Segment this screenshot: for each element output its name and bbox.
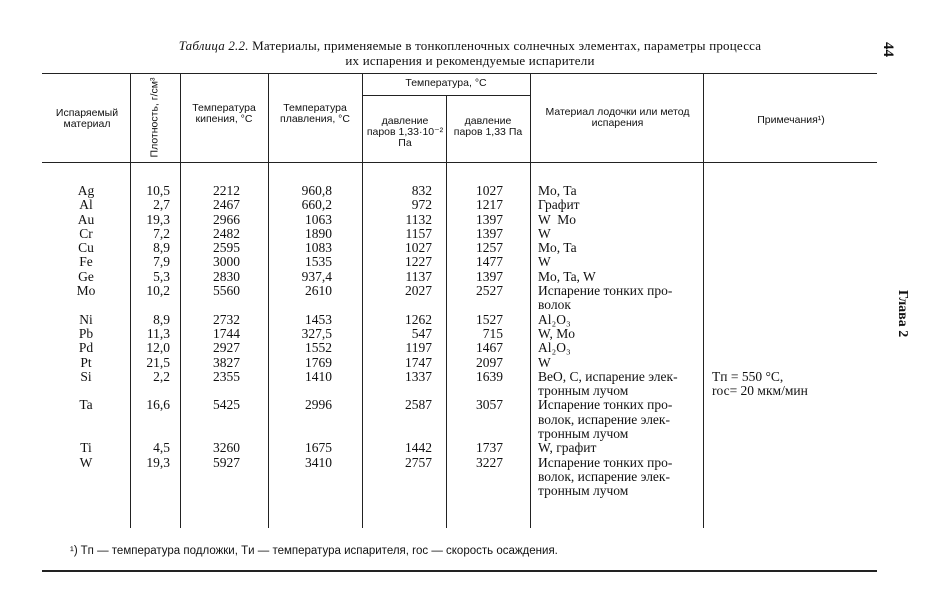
table-cell: 7,9 bbox=[153, 254, 170, 270]
table-cell: 19,3 bbox=[146, 211, 170, 227]
table-cell: Al₂O₃ bbox=[538, 311, 571, 327]
table-cell: 1083 bbox=[305, 240, 332, 256]
table-cell bbox=[372, 384, 432, 398]
table-cell: W bbox=[538, 254, 551, 270]
table-cell: 19,3 bbox=[146, 454, 170, 470]
table-cell: 2595 bbox=[213, 240, 240, 256]
table-cell: 1744 bbox=[213, 325, 240, 341]
table-cell: 3227 bbox=[476, 454, 503, 470]
table-cell bbox=[66, 298, 106, 312]
header-vapor-1: давление паров 1,33·10⁻² Па bbox=[366, 115, 444, 149]
column-melting bbox=[280, 184, 332, 470]
table-cell: Mo, Ta bbox=[538, 183, 577, 198]
table-cell bbox=[372, 298, 432, 312]
table-cell: 2355 bbox=[213, 368, 240, 384]
table-cell bbox=[130, 384, 170, 398]
table-cell: 1397 bbox=[476, 225, 503, 241]
table-cell: 2,7 bbox=[153, 197, 170, 213]
column-divider bbox=[362, 73, 363, 528]
caption-line2: их испарения и рекомендуемые испарители bbox=[345, 53, 595, 68]
table-cell: 1337 bbox=[405, 368, 432, 384]
table-cell: 1675 bbox=[305, 440, 332, 456]
table-cell: волок, испарение элек- bbox=[538, 468, 670, 484]
chapter-label: Глава 2 bbox=[895, 290, 910, 338]
column-vapor-2 bbox=[455, 184, 503, 470]
table-cell: 3260 bbox=[213, 440, 240, 456]
table-cell: Fe bbox=[79, 254, 93, 270]
table-cell: тронным лучом bbox=[538, 426, 629, 442]
table-cell: 2732 bbox=[213, 311, 240, 327]
table-cell: 1063 bbox=[305, 211, 332, 227]
table-cell: W bbox=[538, 354, 551, 370]
table-cell: 2830 bbox=[213, 268, 240, 284]
table-cell bbox=[66, 384, 106, 398]
table-cell: 937,4 bbox=[301, 268, 332, 284]
table-cell: 547 bbox=[411, 325, 432, 341]
table-cell: 2027 bbox=[405, 283, 432, 299]
table-cell: 3000 bbox=[213, 254, 240, 270]
table-cell: 1737 bbox=[476, 440, 503, 456]
table-cell: 1262 bbox=[405, 311, 432, 327]
column-divider bbox=[180, 73, 181, 528]
table-cell bbox=[455, 298, 503, 312]
table-cell: 1747 bbox=[405, 354, 432, 370]
table-cell: 1027 bbox=[476, 183, 503, 198]
table-cell: Ge bbox=[78, 268, 94, 284]
table-cell: 1477 bbox=[476, 254, 503, 270]
table-cell: 1397 bbox=[476, 268, 503, 284]
table-cell: 1397 bbox=[476, 211, 503, 227]
table-cell bbox=[280, 298, 332, 312]
table-cell: 2467 bbox=[213, 197, 240, 213]
header-vapor-2: давление паров 1,33 Па bbox=[453, 115, 523, 138]
table-cell: Mo, Ta bbox=[538, 240, 577, 256]
table-cell bbox=[190, 384, 240, 398]
table-cell bbox=[455, 427, 503, 441]
table-cell: 10,5 bbox=[146, 183, 170, 198]
table-cell: W bbox=[79, 454, 93, 470]
table-cell: Pb bbox=[78, 325, 94, 341]
table-cell: W, Mo bbox=[538, 325, 576, 341]
table-cell: Al bbox=[79, 197, 93, 213]
table-cell: 1132 bbox=[405, 211, 432, 227]
table-cell: 5560 bbox=[213, 283, 240, 299]
table-cell: тронным лучом bbox=[538, 383, 629, 399]
table-cell: 1137 bbox=[405, 268, 432, 284]
table-cell: Ti bbox=[80, 440, 92, 456]
table-cell: 2097 bbox=[476, 354, 503, 370]
column-divider bbox=[530, 73, 531, 528]
table-cell: 960,8 bbox=[301, 183, 332, 198]
table-cell: Al₂O₃ bbox=[538, 340, 571, 356]
table-cell: Mo bbox=[76, 283, 96, 299]
column-vapor-1 bbox=[372, 184, 432, 470]
header-boiling: Температура кипения, °С bbox=[192, 102, 256, 125]
column-density bbox=[130, 184, 170, 470]
table-cell: 2757 bbox=[405, 454, 432, 470]
table-cell: 1467 bbox=[476, 340, 503, 356]
header-material: Испаряемый материал bbox=[55, 107, 119, 130]
table-cell: Pd bbox=[78, 340, 94, 356]
table-cell: 1227 bbox=[405, 254, 432, 270]
table-cell bbox=[280, 413, 332, 427]
table-cell: Испарение тонких про- bbox=[538, 397, 673, 413]
table-cell bbox=[280, 427, 332, 441]
table-cell: 1027 bbox=[405, 240, 432, 256]
header-boat: Материал лодочки или метод испарения bbox=[545, 106, 690, 129]
table-cell: Cu bbox=[78, 240, 94, 256]
table-cell: 1527 bbox=[476, 311, 503, 327]
table-cell: Ni bbox=[79, 311, 93, 327]
table-cell: 2927 bbox=[213, 340, 240, 356]
table-cell: 2996 bbox=[305, 397, 332, 413]
table-cell: 1257 bbox=[476, 240, 503, 256]
table-cell: 1217 bbox=[476, 197, 503, 213]
column-boat bbox=[538, 184, 703, 499]
table-cell: 8,9 bbox=[153, 240, 170, 256]
table-cell: 12,0 bbox=[146, 340, 170, 356]
header-temperature-group: Температура, °С bbox=[405, 77, 487, 89]
table-cell: 1552 bbox=[305, 340, 332, 356]
table-cell: 1410 bbox=[305, 368, 332, 384]
table-cell: 2527 bbox=[476, 283, 503, 299]
table-cell: 5927 bbox=[213, 454, 240, 470]
notes-cell bbox=[712, 370, 877, 399]
table-cell bbox=[130, 413, 170, 427]
table-cell: BeO, C, испарение элек- bbox=[538, 368, 678, 384]
table-cell bbox=[190, 427, 240, 441]
table-cell bbox=[66, 427, 106, 441]
table-cell bbox=[455, 384, 503, 398]
table-cell: Графит bbox=[538, 197, 580, 213]
table-cell: 5,3 bbox=[153, 268, 170, 284]
header-bottom-rule bbox=[42, 162, 877, 163]
table-cell: 8,9 bbox=[153, 311, 170, 327]
column-material bbox=[66, 184, 106, 470]
table-cell: Au bbox=[77, 211, 95, 227]
table-cell: 2610 bbox=[305, 283, 332, 299]
column-divider bbox=[268, 73, 269, 528]
column-divider bbox=[703, 73, 704, 528]
table-cell: Испарение тонких про- bbox=[538, 283, 673, 299]
table-cell: 10,2 bbox=[146, 283, 170, 299]
footnote: ¹) Tп — температура подложки, Tи — температура испарителя, rос — скорость осаждения. bbox=[70, 545, 558, 557]
table-cell: волок, испарение элек- bbox=[538, 411, 670, 427]
table-cell: Pt bbox=[80, 354, 92, 370]
table-cell: 21,5 bbox=[146, 354, 170, 370]
table-cell bbox=[130, 298, 170, 312]
table-cell: 715 bbox=[482, 325, 503, 341]
table-cell: Ta bbox=[79, 397, 93, 413]
column-divider bbox=[446, 95, 447, 528]
caption-line1: Материалы, применяемые в тонкопленочных солнечных элементах, параметры процесса bbox=[252, 38, 762, 53]
table-cell: 1197 bbox=[405, 340, 432, 356]
table-cell: 1890 bbox=[305, 225, 332, 241]
table-cell: 1453 bbox=[305, 311, 332, 327]
header-notes: Примечания¹) bbox=[757, 114, 825, 126]
table-cell: W Mo bbox=[538, 211, 577, 227]
table-cell: W, графит bbox=[538, 440, 597, 456]
table-cell: Si bbox=[80, 368, 92, 384]
table-cell: 2587 bbox=[405, 397, 432, 413]
table-cell bbox=[280, 384, 332, 398]
table-cell: 11,3 bbox=[146, 325, 170, 341]
table-cell: 972 bbox=[411, 197, 432, 213]
table-cell: 327,5 bbox=[301, 325, 332, 341]
header-density: Плотность, г/см³ bbox=[148, 77, 161, 158]
table-cell: 4,5 bbox=[153, 440, 170, 456]
table-cell: 2482 bbox=[213, 225, 240, 241]
table-cell bbox=[190, 298, 240, 312]
table-top-rule bbox=[42, 73, 877, 74]
table-cell: 3057 bbox=[476, 397, 503, 413]
table-cell: 2212 bbox=[213, 183, 240, 198]
table-cell: 1157 bbox=[405, 225, 432, 241]
table-cell: 660,2 bbox=[301, 197, 332, 213]
table-cell: тронным лучом bbox=[538, 483, 629, 499]
caption-label: Таблица 2.2. bbox=[178, 38, 249, 53]
table-cell: волок bbox=[538, 297, 571, 313]
table-cell: 5425 bbox=[213, 397, 240, 413]
table-cell: Ag bbox=[77, 183, 95, 198]
table-cell: 2,2 bbox=[153, 368, 170, 384]
table-cell bbox=[66, 413, 106, 427]
table-cell: 3827 bbox=[213, 354, 240, 370]
table-cell bbox=[130, 427, 170, 441]
table-caption bbox=[70, 38, 870, 68]
column-boiling bbox=[190, 184, 240, 470]
table-cell: Mo, Ta, W bbox=[538, 268, 596, 284]
table-cell: 2966 bbox=[213, 211, 240, 227]
table-cell bbox=[190, 413, 240, 427]
table-bottom-rule bbox=[42, 570, 877, 572]
table-cell: 1535 bbox=[305, 254, 332, 270]
table-cell: 1442 bbox=[405, 440, 432, 456]
table-cell: Cr bbox=[79, 225, 93, 241]
note-line-1: Tп = 550 °С, bbox=[712, 369, 784, 384]
table-cell bbox=[455, 413, 503, 427]
table-cell: 16,6 bbox=[146, 397, 170, 413]
note-line-2: rос= 20 мкм/мин bbox=[712, 383, 808, 399]
table-cell: Испарение тонких про- bbox=[538, 454, 673, 470]
table-cell: 7,2 bbox=[153, 225, 170, 241]
table-cell: 1769 bbox=[305, 354, 332, 370]
table-cell: 3410 bbox=[305, 454, 332, 470]
table-cell: W bbox=[538, 225, 551, 241]
page-number: 44 bbox=[880, 42, 896, 57]
header-melting: Температура плавления, °С bbox=[280, 102, 350, 125]
table-cell: 1639 bbox=[476, 368, 503, 384]
table-cell: 832 bbox=[411, 183, 432, 198]
table-cell bbox=[372, 427, 432, 441]
table-cell bbox=[372, 413, 432, 427]
